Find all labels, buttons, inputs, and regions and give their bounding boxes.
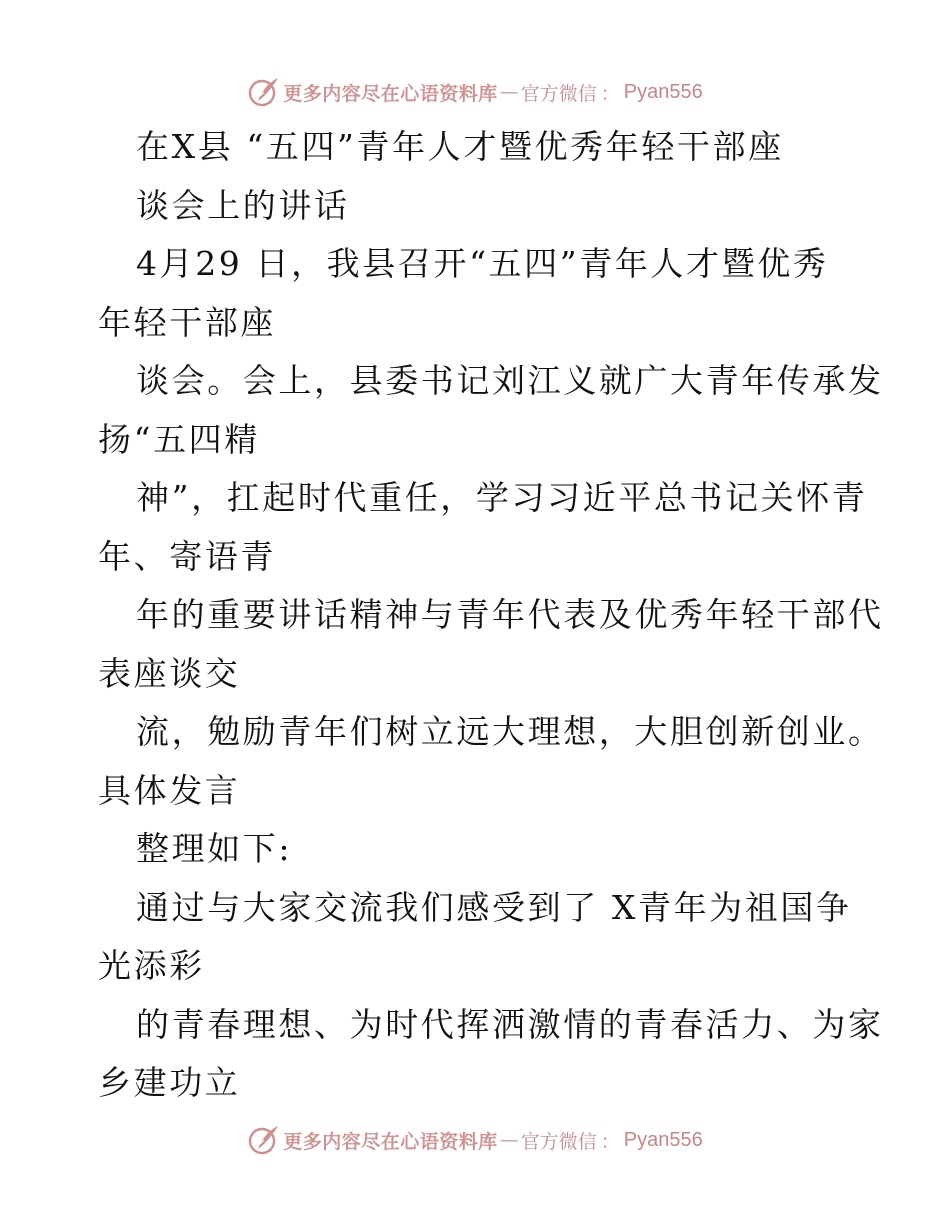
watermark-site-text: 更多内容尽在心语资料库 bbox=[283, 82, 498, 105]
text-line: 表座谈交 bbox=[98, 653, 241, 693]
watermark-dash: — bbox=[499, 81, 519, 103]
text-line: 的青春理想、为时代挥洒激情的青春活力、为家 bbox=[136, 1004, 884, 1044]
text-line: 谈会。会上，县委书记刘江义就广大青年传承发 bbox=[136, 361, 884, 400]
watermark-colon: ： bbox=[600, 1130, 620, 1153]
title-line-2: 谈会上的讲话 bbox=[136, 185, 350, 225]
text-line: 年轻干部座 bbox=[98, 302, 276, 342]
watermark-wechat-label: 官方微信 bbox=[520, 82, 597, 105]
watermark-site-text: 更多内容尽在心语资料库 bbox=[283, 1130, 498, 1153]
text-line: 流，勉励青年们树立远大理想，大胆创新创业。 bbox=[136, 712, 884, 751]
text-line: 整理如下: bbox=[136, 829, 293, 868]
header-watermark bbox=[0, 72, 950, 112]
text-line: 具体发言 bbox=[98, 770, 241, 810]
document-body bbox=[98, 118, 884, 1113]
text-line: 年、寄语青 bbox=[98, 536, 276, 576]
text-line: 光添彩 bbox=[98, 946, 205, 985]
text-line: 神”，扛起时代重任，学习习近平总书记关怀青 bbox=[136, 478, 868, 517]
quill-pen-logo-icon bbox=[247, 1123, 281, 1157]
watermark-dash: — bbox=[499, 1129, 519, 1151]
watermark-colon: ： bbox=[600, 82, 620, 105]
watermark-wechat-label: 官方微信 bbox=[520, 1130, 597, 1153]
title-line-1: 在X县 “五四”青年人才暨优秀年轻干部座 bbox=[136, 127, 784, 166]
quill-pen-logo-icon bbox=[247, 75, 281, 109]
text-line: 乡建功立 bbox=[98, 1063, 241, 1102]
text-line: 扬“五四精 bbox=[98, 419, 260, 459]
watermark-handle: Pyan556 bbox=[623, 1128, 703, 1151]
text-line: 4月29 日，我县召开“五四”青年人才暨优秀 bbox=[136, 244, 829, 283]
text-line: 年的重要讲话精神与青年代表及优秀年轻干部代 bbox=[136, 595, 884, 634]
watermark-handle: Pyan556 bbox=[623, 80, 703, 103]
footer-watermark bbox=[0, 1120, 950, 1160]
text-line: 通过与大家交流我们感受到了 X青年为祖国争 bbox=[136, 887, 852, 927]
